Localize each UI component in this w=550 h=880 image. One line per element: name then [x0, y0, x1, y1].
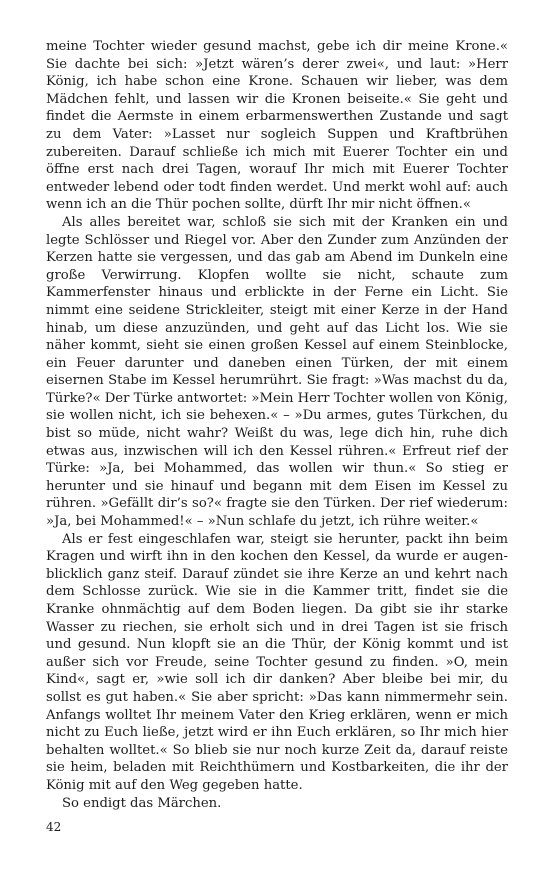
paragraph-rescue: Als er fest eingeschlafen war, steigt sie herunter, packt ihn beim Kragen und wirft ihn in den kochen den Kessel, da wurde er augenblicklich ganz steif. Darauf zündet sie ihre Kerze an und kehrt nach dem Schlosse zurück. Wie sie in die Kammer tritt, findet sie die Kranke ohnmächtig auf dem Boden liegen. Da gibt sie ihr starke Wasser zu riechen, sie erholt sich und in drei Tagen ist sie frisch und gesund. Nun klopft sie an die Thür, der König kommt und ist außer sich vor Freude, seine Tochter gesund zu finden. »O, mein Kind«, sagt er, »wie soll ich dir danken? Aber bleibe bei mir, du sollst es gut haben.« Sie aber spricht: »Das kann nimmermehr sein. Anfangs wolltet Ihr meinem Vater den Krieg erklären, wenn er mich nicht zu Euch ließe, jetzt wird er ihn Euch erklären, so Ihr mich hier behalten wolltet.« So blieb sie nur noch kurze Zeit da, darauf reiste sie heim, beladen mit Reichthümern und Kostbarkeiten, die ihr der König mit auf den Weg gegeben hatte. — [46, 531, 508, 793]
paragraph-ending: So endigt das Märchen. — [62, 795, 222, 811]
paragraph-continuation: meine Tochter wieder gesund machst, gebe ich dir meine Krone.« Sie dachte bei sich: »Jetzt wären’s derer zwei«, und laut: »Herr König, ich habe schon eine Krone. Schauen wir lieber, was dem Mädchen fehlt, und lassen wir die Kronen beiseite.« Sie geht und findet die Aermste in einem erbarmenswerthen Zustande und sagt zu dem Vater: »Lasset nur sogleich Suppen und Kraftbrühen zubereiten. Darauf schließe ich mich mit Euerer Tochter ein und öffne erst nach drei Tagen, worauf Ihr mich mit Euerer Tochter entweder lebend oder todt finden werdet. Und merkt wohl auf: auch wenn ich an die Thür pochen sollte, dürft Ihr mir nicht öffnen.« — [46, 39, 508, 213]
page-body — [46, 38, 508, 812]
paragraph-candle: Als alles bereitet war, schloß sie sich mit der Kranken ein und legte Schlösser und Riegel vor. Aber den Zunder zum Anzünden der Kerzen hatte sie vergessen, und das gab am Abend im Dunkeln eine große Verwirrung. Klopfen wollte sie nicht, schaute zum Kammerfenster hinaus und erblickte in der Ferne ein Licht. Sie nimmt eine seidene Strickleiter, steigt mit einer Kerze in der Hand hinab, um diese anzuzünden, und geht auf das Licht los. Wie sie näher kommt, sieht sie einen großen Kessel auf einem Steinblocke, ein Feuer darunter und daneben einen Türken, der mit einem eisernen Stabe im Kessel herumrührt. Sie fragt: »Was machst du da, Türke?« Der Türke antwortet: »Mein Herr Tochter wollen von König, sie wollen nicht, ich sie behexen.« – »Du armes, gutes Türkchen, du bist so müde, nicht wahr? Weißt du was, lege dich hin, ruhe dich etwas aus, inzwischen will ich den Kessel rühren.« Erfreut rief der Türke: »Ja, bei Mohammed, das wollen wir thun.« So stieg er herunter und sie hinauf und begann mit dem Eisen im Kessel zu rühren. »Gefällt dir’s so?« fragte sie den Türken. Der rief wiederum: »Ja, bei Mohammed!« – »Nun schlafe du jetzt, ich rühre weiter.« — [46, 214, 508, 530]
page-number: 42 — [46, 820, 62, 834]
